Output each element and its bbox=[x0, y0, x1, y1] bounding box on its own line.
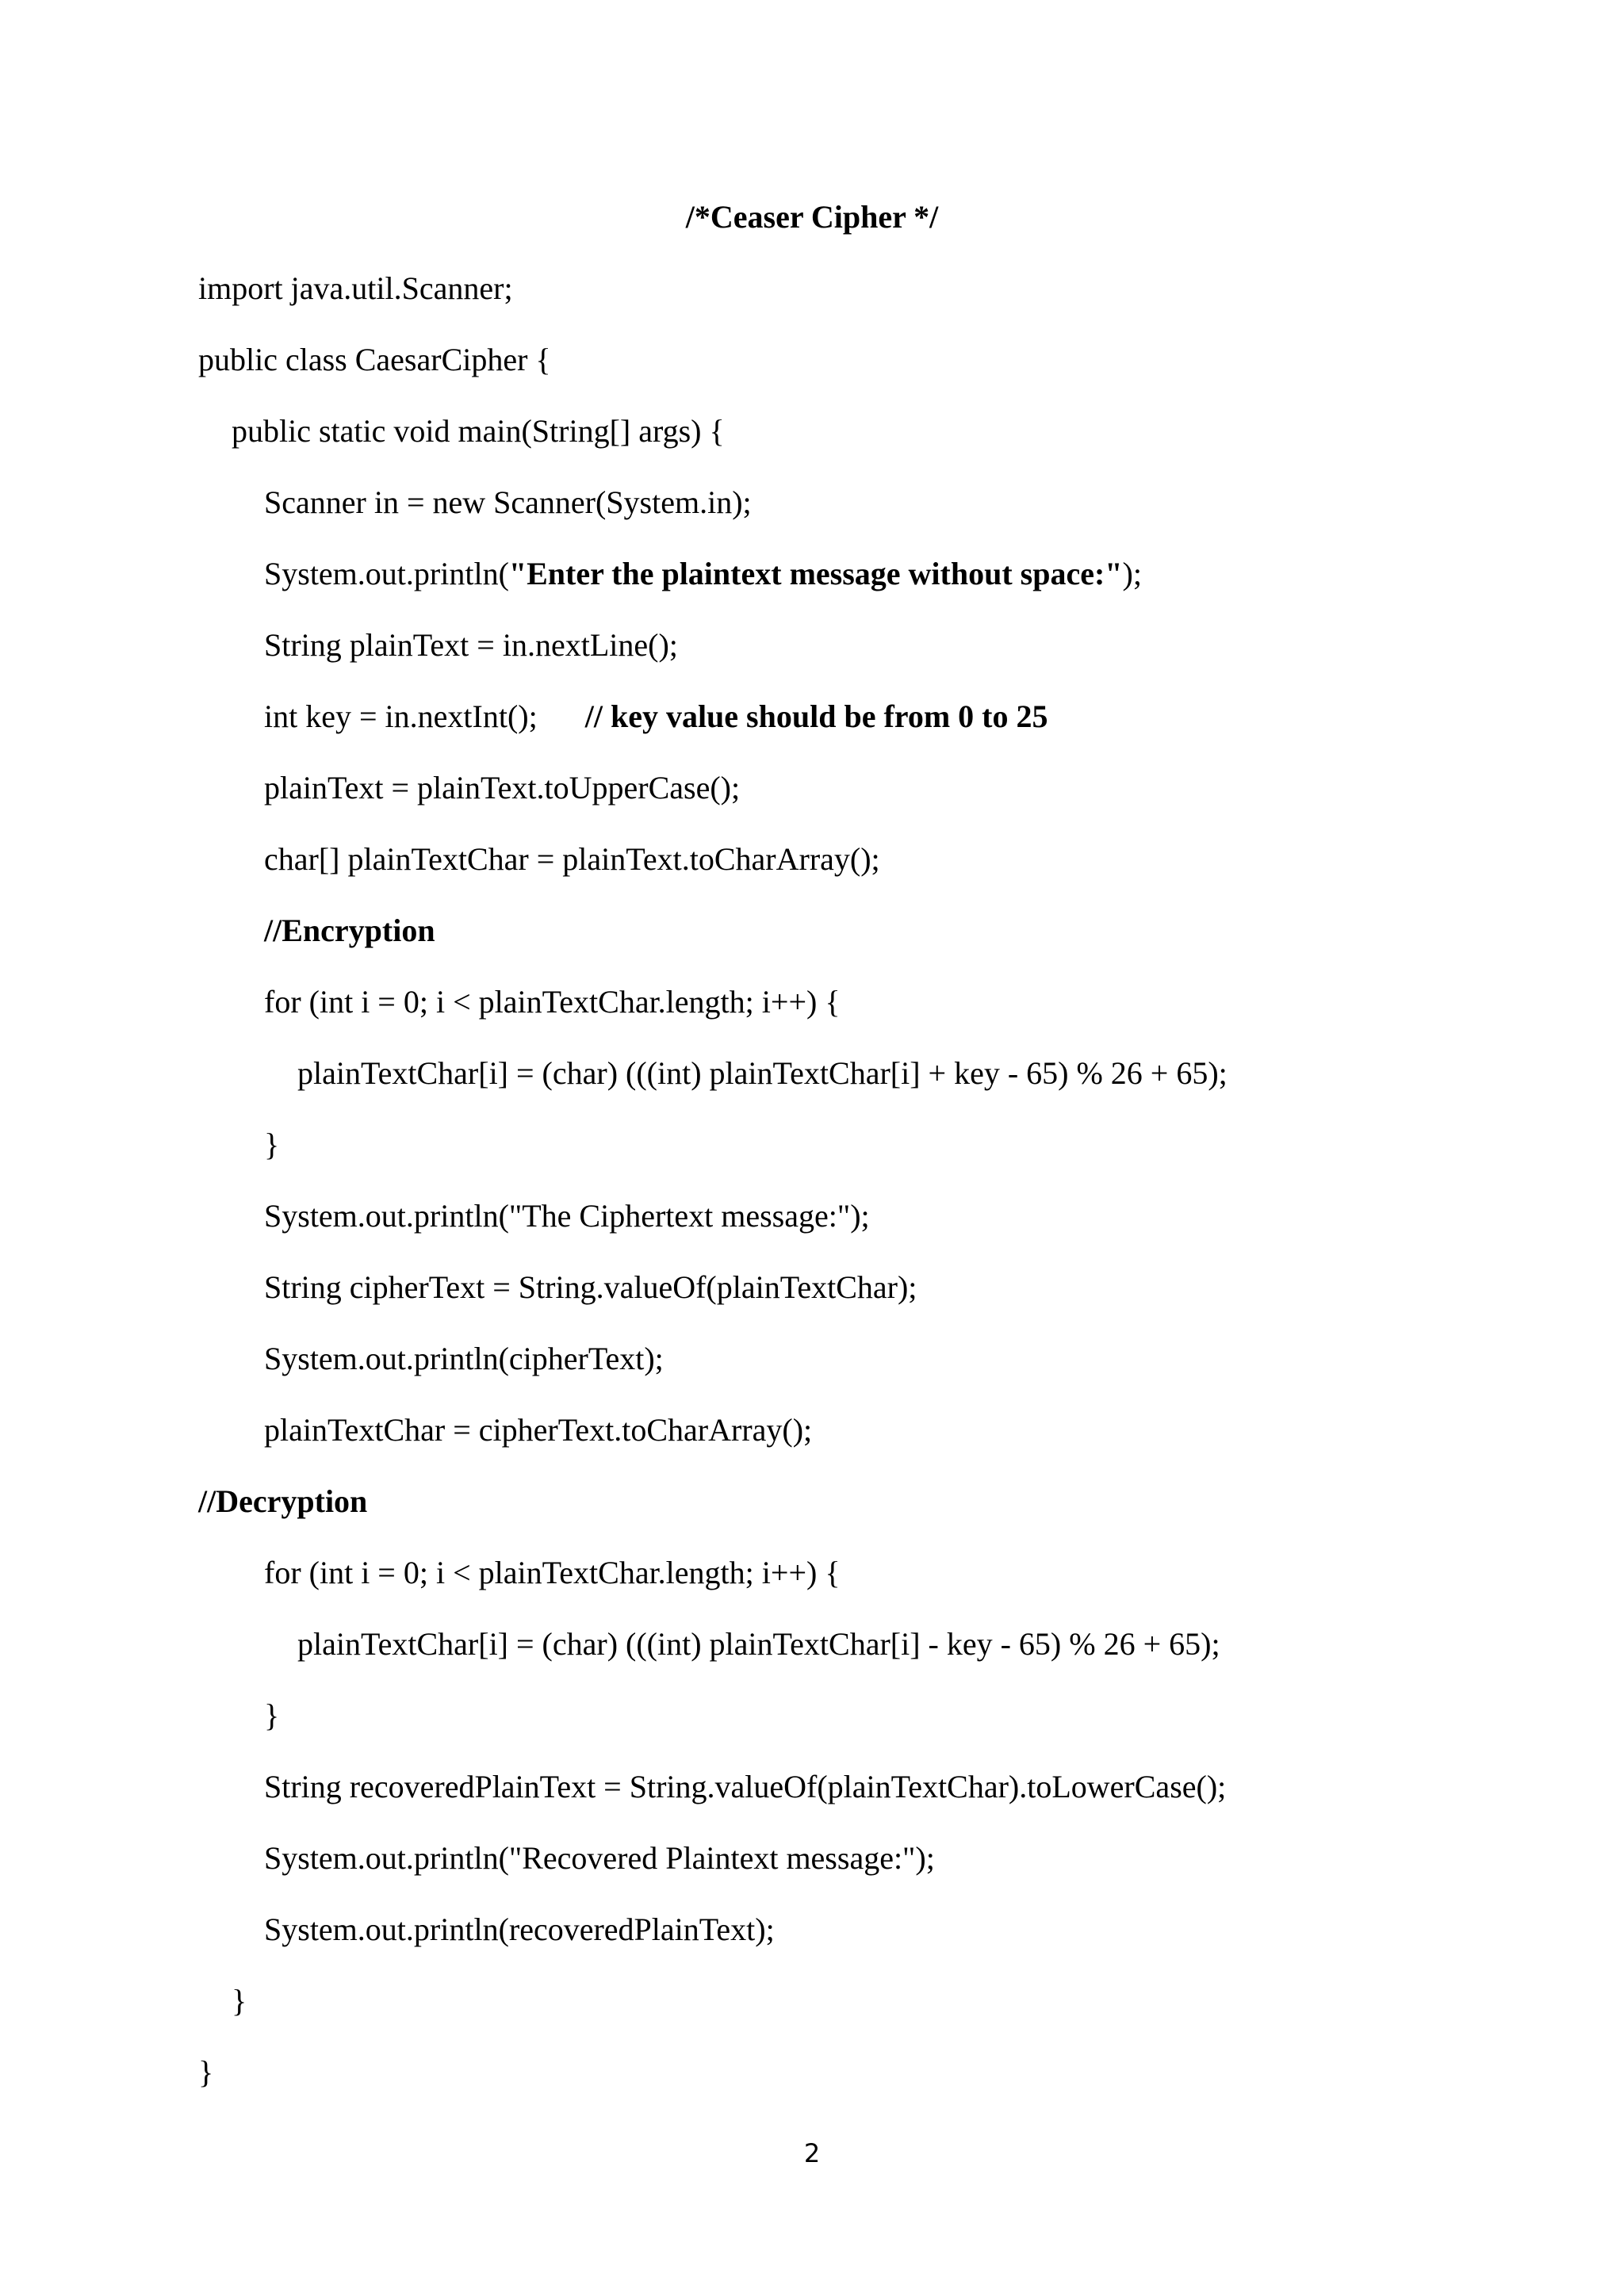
code-line-key-range-comment: // key value should be from 0 to 25 bbox=[584, 698, 1048, 734]
code-line-decrypt-loop-close: } bbox=[264, 1697, 280, 1733]
code-line-ciphertext-value: String cipherText = String.valueOf(plainTextChar); bbox=[264, 1269, 917, 1305]
code-comment-encryption: //Encryption bbox=[264, 913, 435, 948]
code-line-main-method: public static void main(String[] args) { bbox=[232, 413, 725, 449]
code-line-encrypt-loop-close: } bbox=[264, 1127, 280, 1162]
code-line-decrypt-loop: for (int i = 0; i < plainTextChar.length; i++) { bbox=[264, 1555, 841, 1590]
code-line-read-key bbox=[264, 693, 1048, 740]
code-line-print-recovered-label: System.out.println("Recovered Plaintext message:"); bbox=[264, 1840, 935, 1876]
code-line-class-declaration: public class CaesarCipher { bbox=[198, 342, 551, 377]
code-line-encrypt-shift: plainTextChar[i] = (char) (((int) plainTextChar[i] + key - 65) % 26 + 65); bbox=[297, 1055, 1228, 1091]
code-line-prompt-println-start: System.out.println( bbox=[264, 556, 509, 591]
code-line-read-key-statement: int key = in.nextInt(); bbox=[264, 698, 538, 734]
code-line-read-plaintext: String plainText = in.nextLine(); bbox=[264, 627, 678, 663]
code-line-to-char-array: char[] plainTextChar = plainText.toCharArray(); bbox=[264, 841, 880, 877]
code-line-print-ciphertext-label: System.out.println("The Ciphertext message:"); bbox=[264, 1198, 870, 1234]
code-line-prompt-println bbox=[264, 550, 1142, 598]
code-line-cipher-to-char-array: plainTextChar = cipherText.toCharArray(); bbox=[264, 1412, 813, 1448]
code-line-prompt-println-end: ); bbox=[1122, 556, 1142, 591]
code-line-decrypt-shift: plainTextChar[i] = (char) (((int) plainTextChar[i] - key - 65) % 26 + 65); bbox=[297, 1626, 1220, 1662]
code-line-to-uppercase: plainText = plainText.toUpperCase(); bbox=[264, 770, 741, 806]
page-number: 2 bbox=[803, 2138, 821, 2168]
code-title-comment: /*Ceaser Cipher */ bbox=[685, 199, 939, 235]
code-line-prompt-string: "Enter the plaintext message without space:" bbox=[508, 556, 1123, 591]
code-line-print-ciphertext: System.out.println(cipherText); bbox=[264, 1341, 664, 1376]
code-line-encrypt-loop: for (int i = 0; i < plainTextChar.length; i++) { bbox=[264, 984, 841, 1020]
code-line-class-close: } bbox=[198, 2054, 214, 2090]
code-line-main-method-close: } bbox=[232, 1983, 247, 2019]
code-line-scanner-init: Scanner in = new Scanner(System.in); bbox=[264, 484, 752, 520]
code-line-import: import java.util.Scanner; bbox=[198, 270, 513, 306]
code-line-print-recovered: System.out.println(recoveredPlainText); bbox=[264, 1911, 775, 1947]
code-line-recovered-plaintext: String recoveredPlainText = String.valueOf(plainTextChar).toLowerCase(); bbox=[264, 1769, 1227, 1804]
code-comment-decryption: //Decryption bbox=[198, 1483, 368, 1519]
